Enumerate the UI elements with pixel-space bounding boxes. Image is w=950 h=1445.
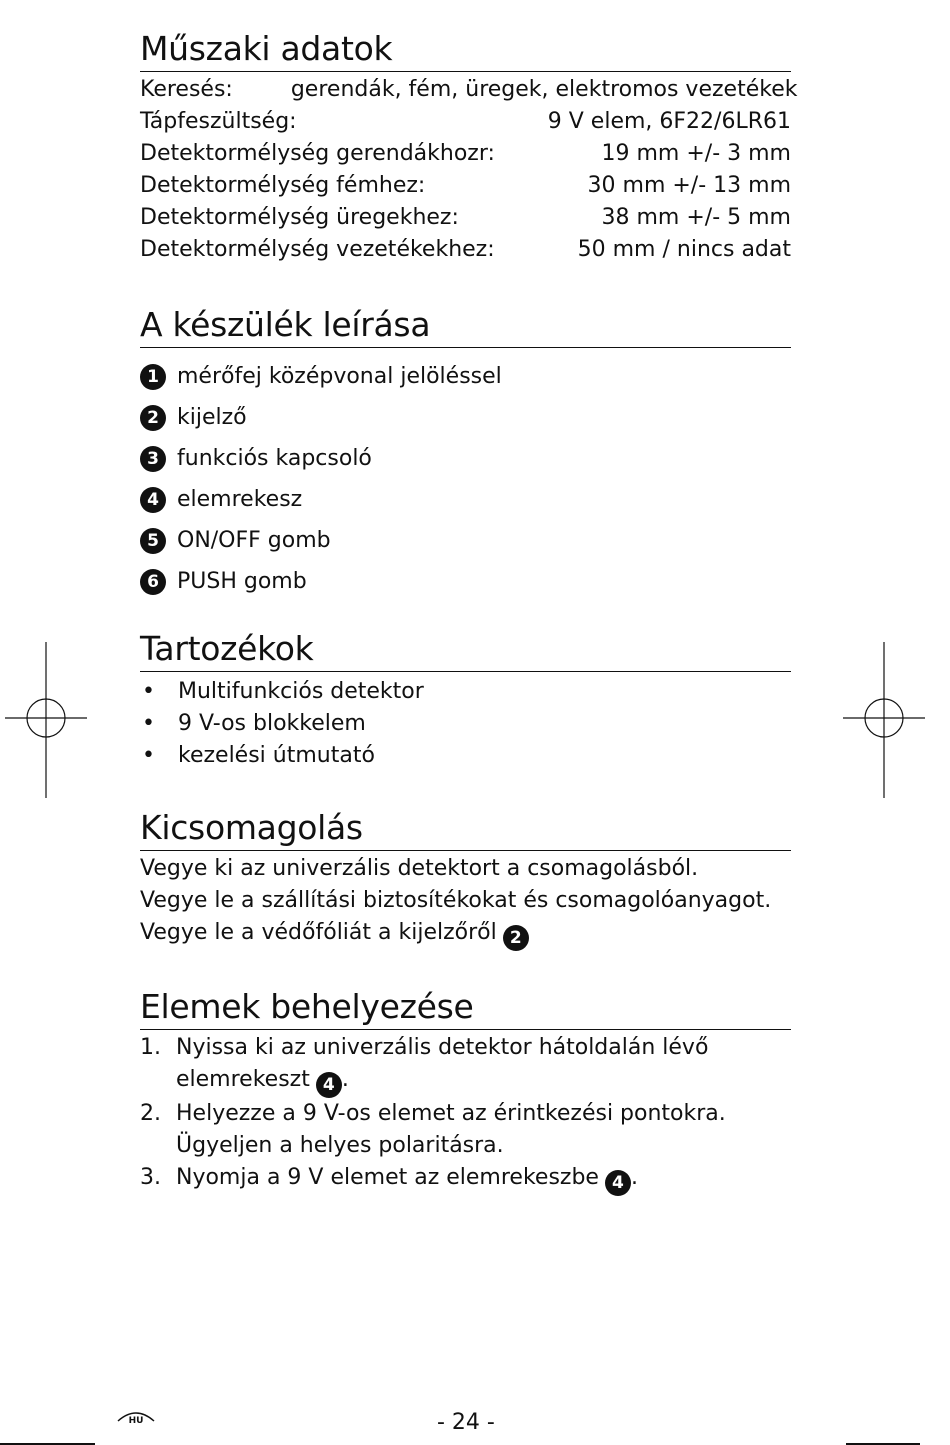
spec-row bbox=[140, 106, 791, 138]
hungary-language-icon bbox=[116, 1407, 156, 1431]
part-label: PUSH gomb bbox=[177, 569, 307, 594]
spec-value: gerendák, fém, üregek, elektromos vezetékek bbox=[290, 77, 798, 102]
number-badge-icon: 4 bbox=[140, 487, 166, 513]
footer-rule-left bbox=[0, 1443, 95, 1445]
spec-label: Tápfeszültség: bbox=[140, 109, 297, 134]
unpacking-heading: Kicsomagolás bbox=[140, 811, 791, 851]
list-item bbox=[140, 438, 791, 479]
spec-row bbox=[140, 138, 791, 170]
number-badge-icon: 6 bbox=[140, 569, 166, 595]
bullet-icon: • bbox=[142, 743, 155, 768]
part-label: elemrekesz bbox=[177, 487, 303, 512]
step-line: elemrekeszt bbox=[176, 1067, 310, 1092]
number-badge-icon: 3 bbox=[140, 446, 166, 472]
list-item bbox=[140, 520, 791, 561]
list-item bbox=[140, 1032, 791, 1098]
number-badge-icon: 5 bbox=[140, 528, 166, 554]
list-item bbox=[140, 676, 791, 708]
accessories-heading: Tartozékok bbox=[140, 632, 791, 672]
step-line: Nyissa ki az univerzális detektor hátoldalán lévő bbox=[176, 1035, 709, 1060]
step-text bbox=[176, 1032, 708, 1098]
footer-rule-right bbox=[846, 1443, 920, 1445]
spec-label: Detektormélység üregekhez: bbox=[140, 205, 459, 230]
list-item bbox=[140, 1162, 791, 1196]
unpacking-line: Vegye ki az univerzális detektort a csomagolásból. bbox=[140, 856, 699, 881]
spec-value: 9 V elem, 6F22/6LR61 bbox=[547, 109, 791, 134]
svg-text:HU: HU bbox=[128, 1416, 144, 1426]
accessories-section bbox=[140, 629, 791, 772]
part-label: funkciós kapcsoló bbox=[177, 446, 372, 471]
spec-row bbox=[140, 234, 791, 266]
spec-row bbox=[140, 202, 791, 234]
step-number: 3. bbox=[140, 1165, 161, 1190]
accessory-label: Multifunkciós detektor bbox=[178, 679, 424, 704]
step-number: 2. bbox=[140, 1101, 161, 1126]
page-number: - 24 - bbox=[437, 1410, 495, 1435]
part-label: mérőfej középvonal jelöléssel bbox=[177, 364, 502, 389]
list-item bbox=[140, 740, 791, 772]
spec-value: 50 mm / nincs adat bbox=[577, 237, 791, 262]
step-text bbox=[176, 1098, 726, 1162]
list-item bbox=[140, 708, 791, 740]
bullet-icon: • bbox=[142, 711, 155, 736]
bullet-icon: • bbox=[142, 679, 155, 704]
description-heading: A készülék leírása bbox=[140, 308, 791, 348]
spec-label: Detektormélység gerendákhozr: bbox=[140, 141, 495, 166]
step-text bbox=[176, 1162, 638, 1196]
part-label: kijelző bbox=[177, 405, 247, 430]
number-badge-icon: 2 bbox=[140, 405, 166, 431]
list-item bbox=[140, 397, 791, 438]
spec-row bbox=[140, 74, 798, 106]
number-badge-icon: 4 bbox=[605, 1170, 631, 1196]
spec-label: Detektormélység fémhez: bbox=[140, 173, 426, 198]
unpacking-section bbox=[140, 808, 791, 951]
parts-list bbox=[140, 356, 791, 602]
step-line: Ügyeljen a helyes polaritásra. bbox=[176, 1133, 504, 1158]
description-section bbox=[140, 305, 791, 602]
accessories-list bbox=[140, 676, 791, 772]
number-badge-icon: 1 bbox=[140, 364, 166, 390]
unpacking-line: Vegye le a védőfóliát a kijelzőről bbox=[140, 920, 497, 945]
number-badge-icon: 4 bbox=[316, 1072, 342, 1098]
spec-label: Keresés: bbox=[140, 77, 233, 102]
spec-value: 19 mm +/- 3 mm bbox=[601, 141, 791, 166]
accessory-label: 9 V-os blokkelem bbox=[178, 711, 366, 736]
step-line: Helyezze a 9 V-os elemet az érintkezési pontokra. bbox=[176, 1101, 726, 1126]
step-end: . bbox=[630, 1165, 638, 1190]
specs-section bbox=[140, 29, 798, 266]
list-item bbox=[140, 1098, 791, 1162]
step-end: . bbox=[341, 1067, 349, 1092]
crop-mark-right-icon bbox=[843, 642, 925, 798]
list-item bbox=[140, 356, 791, 397]
number-badge-icon: 2 bbox=[503, 925, 529, 951]
spec-value: 38 mm +/- 5 mm bbox=[601, 205, 791, 230]
spec-label: Detektormélység vezetékekhez: bbox=[140, 237, 495, 262]
spec-value: 30 mm +/- 13 mm bbox=[587, 173, 791, 198]
specs-heading: Műszaki adatok bbox=[140, 32, 791, 72]
unpacking-text bbox=[140, 853, 791, 951]
accessory-label: kezelési útmutató bbox=[178, 743, 375, 768]
crop-mark-left-icon bbox=[5, 642, 87, 798]
step-line: Nyomja a 9 V elemet az elemrekeszbe bbox=[176, 1165, 599, 1190]
unpacking-line: Vegye le a szállítási biztosítékokat és csomagolóanyagot. bbox=[140, 888, 772, 913]
specs-table bbox=[140, 74, 798, 266]
list-item bbox=[140, 479, 791, 520]
spec-row bbox=[140, 170, 791, 202]
battery-section bbox=[140, 987, 791, 1196]
battery-steps bbox=[140, 1032, 791, 1196]
list-item bbox=[140, 561, 791, 602]
battery-heading: Elemek behelyezése bbox=[140, 990, 791, 1030]
step-number: 1. bbox=[140, 1035, 161, 1060]
part-label: ON/OFF gomb bbox=[177, 528, 331, 553]
